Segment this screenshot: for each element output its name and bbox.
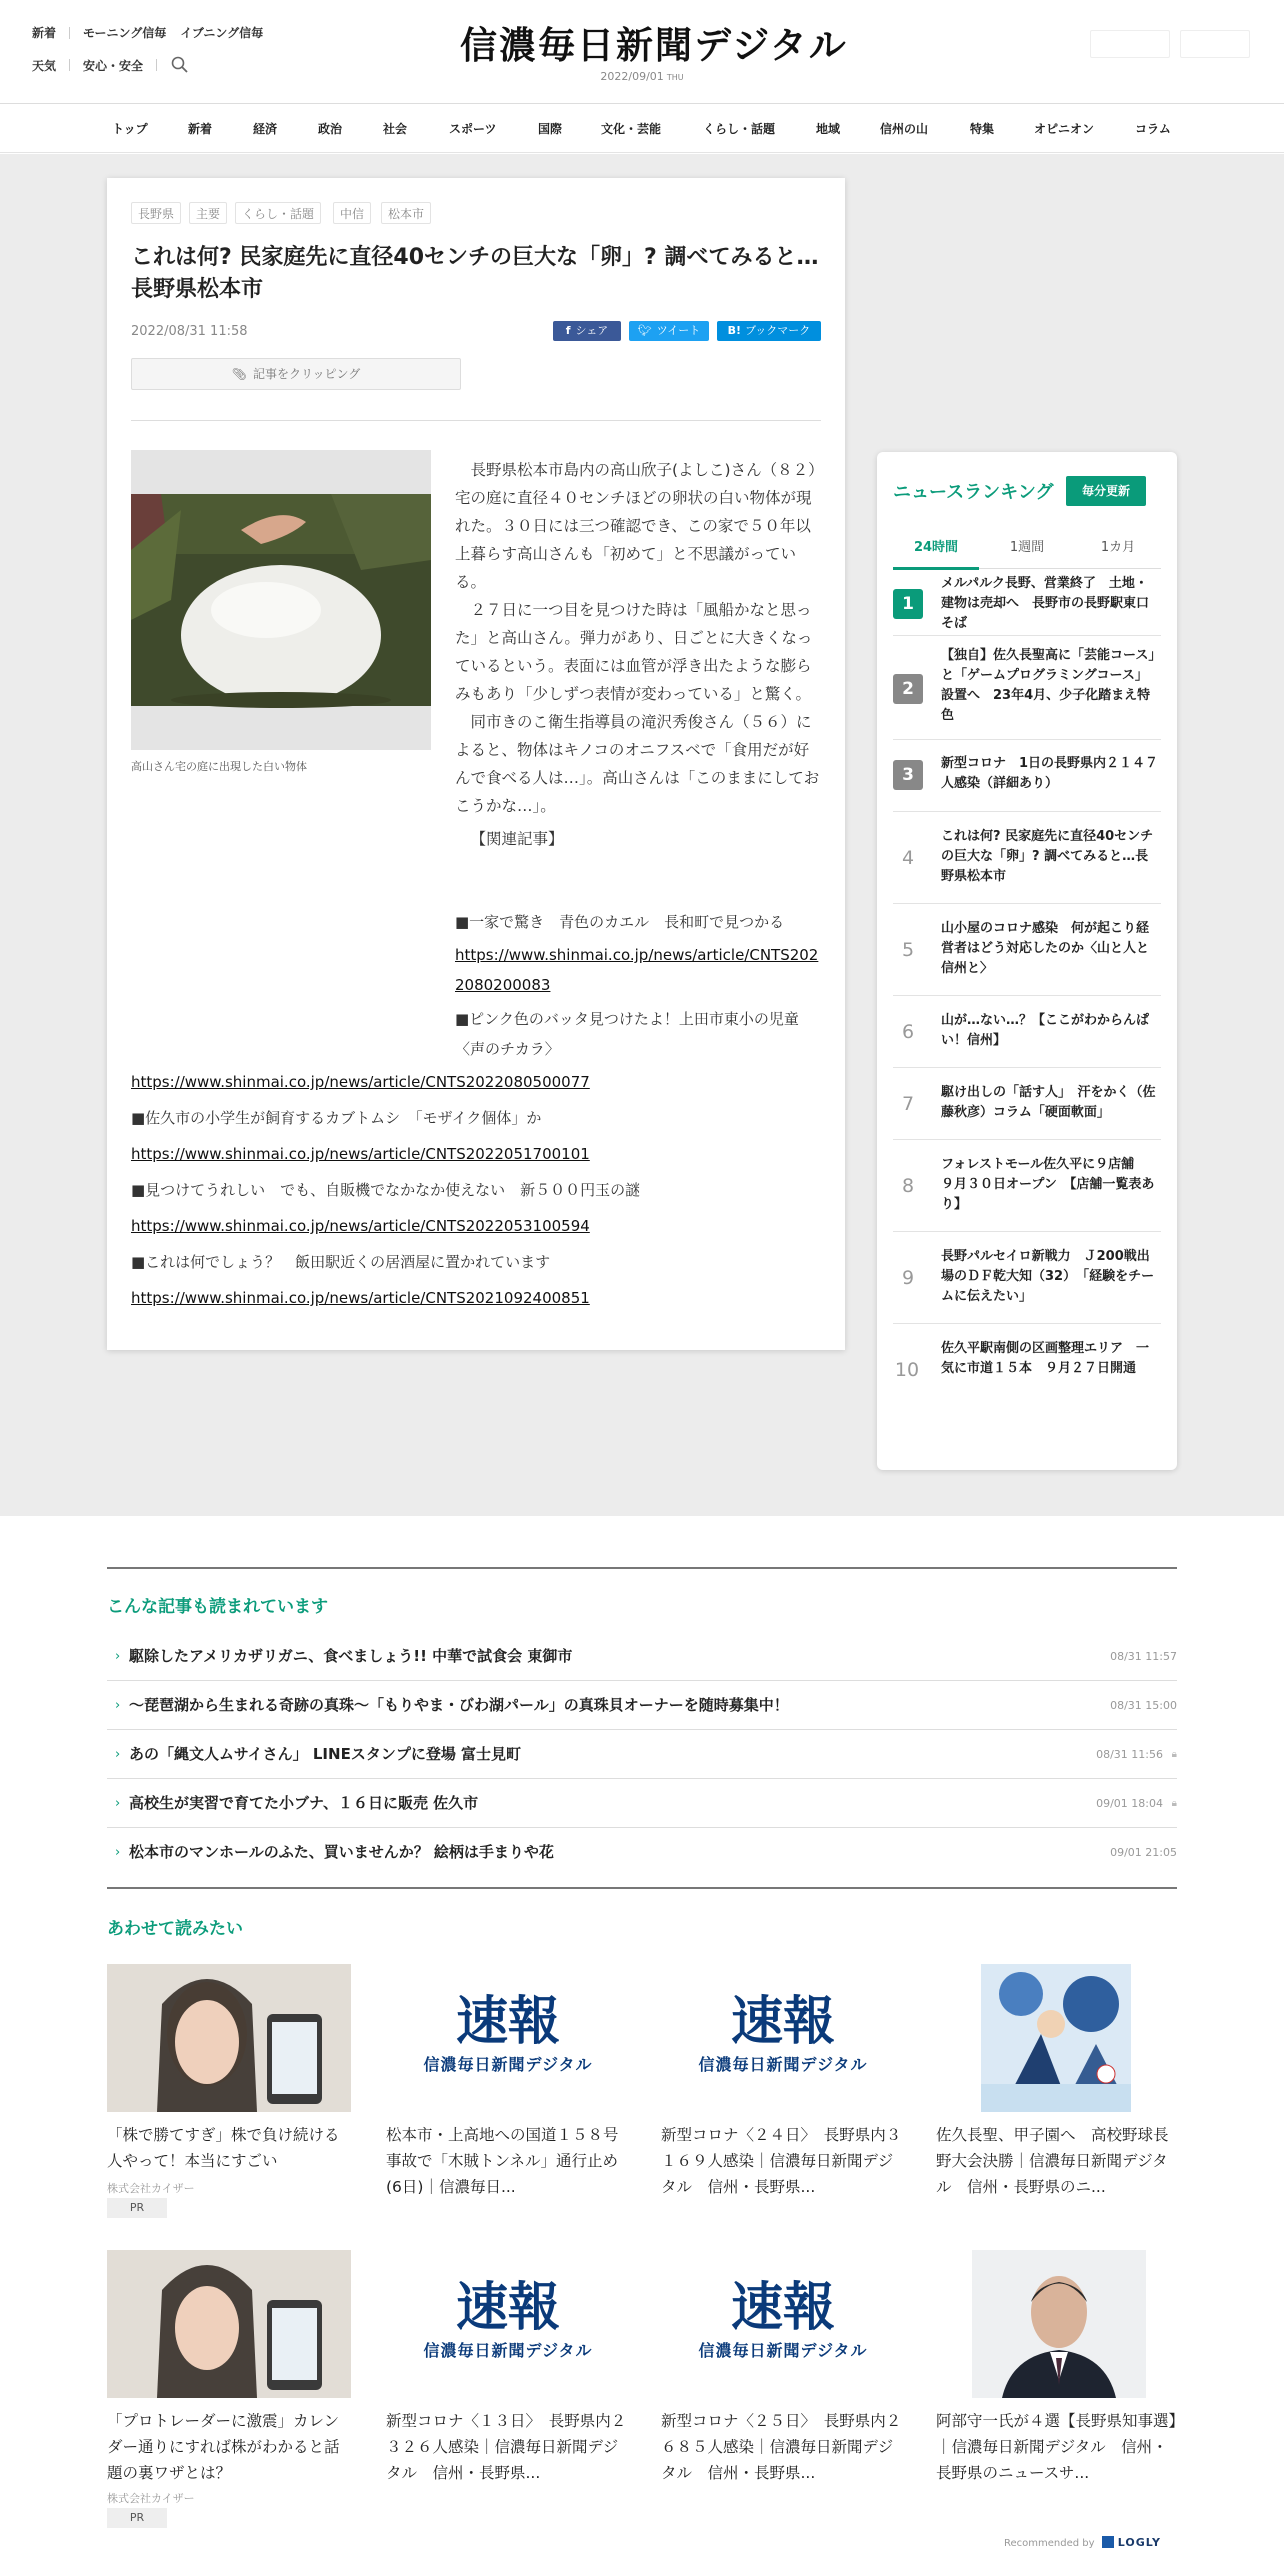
ranking-item-title: これは何? 民家庭先に直径40センチの巨大な「卵」? 調べてみると…長野県松本市 — [941, 829, 1154, 884]
recommended-by-label: Recommended by — [1004, 2538, 1095, 2549]
ranking-item[interactable] — [893, 1140, 1161, 1232]
hatena-bookmark-button[interactable] — [717, 321, 821, 341]
popular-item[interactable] — [107, 1730, 1177, 1779]
tab-24h[interactable]: 24時間 — [913, 540, 959, 555]
breaking-label: 速報 — [455, 1991, 560, 2052]
popular-item[interactable] — [107, 1681, 1177, 1730]
hatena-bookmark-label: ブックマーク — [745, 324, 811, 337]
ranking-item[interactable] — [893, 740, 1161, 812]
recommend-card-title[interactable]: 「株で勝てすぎ」株で負け続ける人やって！本当にすごい — [107, 2126, 340, 2170]
recommended-by[interactable] — [1004, 2536, 1161, 2549]
related-link[interactable] — [131, 1280, 590, 1316]
breaking-label: 速報 — [730, 1991, 835, 2052]
rank-number: 5 — [901, 939, 915, 961]
tag-chushin[interactable]: 中信 — [333, 202, 371, 224]
popular-heading: こんな記事も読まれています — [107, 1597, 328, 1617]
breaking-brand: 信濃毎日新聞デジタル — [423, 2055, 593, 2074]
hatena-icon: B! — [727, 324, 742, 337]
nav-item-feature[interactable]: 特集 — [970, 122, 995, 136]
header-ghost-button[interactable] — [1180, 30, 1250, 58]
ranking-item[interactable] — [893, 636, 1161, 740]
paperclip-icon: 📎︎ — [231, 367, 247, 381]
popular-item-date: 09/01 21:05 — [1110, 1846, 1177, 1859]
nav-item-society[interactable]: 社会 — [383, 122, 408, 136]
related-url[interactable]: https://www.shinmai.co.jp/news/article/CNTS2022080200083 — [455, 946, 819, 994]
tag-life[interactable]: くらし・話題 — [235, 202, 321, 224]
nav-item-politics[interactable]: 政治 — [318, 122, 343, 136]
breaking-news-thumbnail[interactable] — [661, 1964, 905, 2112]
baseball-thumbnail[interactable] — [981, 1964, 1131, 2112]
breaking-brand: 信濃毎日新聞デジタル — [698, 2055, 868, 2074]
ranking-item-title: フォレストモール佐久平に９店舗 ９月３０日オープン 【店舗一覧表あり】 — [941, 1157, 1155, 1212]
popular-item-date: 08/31 11:57 — [1110, 1650, 1177, 1663]
header-ghost-button[interactable] — [1090, 30, 1170, 58]
related-title: ■佐久市の小学生が飼育するカブトムシ 「モザイク個体」か — [131, 1109, 542, 1127]
related-title: ■これは何でしょう？ 飯田駅近くの居酒屋に置かれています — [131, 1253, 551, 1271]
article-paragraph: 同市きのこ衛生指導員の滝沢秀俊さん（５６）によると、物体はキノコのオニフスベで「食用だが好んで食べる人は…」。高山さんは「このままにしておこうかな…」。 — [455, 713, 820, 815]
ad-thumbnail[interactable] — [107, 2250, 351, 2398]
lock-icon: 🔒︎ — [1171, 1798, 1177, 1809]
section-divider — [107, 1567, 1177, 1569]
popular-item-title: 松本市のマンホールのふた、買いませんか？ 絵柄は手まりや花 — [129, 1843, 554, 1861]
sponsor-name: 株式会社カイザー — [107, 2492, 195, 2505]
nav-item-column[interactable]: コラム — [1135, 122, 1171, 136]
popular-item-title: 高校生が実習で育てた小ブナ、１６日に販売 佐久市 — [129, 1794, 479, 1812]
facebook-share-label: シェア — [575, 324, 609, 337]
recommend-card-title[interactable]: 新型コロナ〈１３日〉 長野県内２３２６人感染｜信濃毎日新聞デジタル 信州・長野県... — [386, 2412, 627, 2482]
related-link[interactable] — [131, 1136, 590, 1172]
chevron-right-icon: › — [115, 1747, 121, 1762]
category-nav — [0, 105, 1284, 153]
breaking-brand: 信濃毎日新聞デジタル — [698, 2341, 868, 2360]
rank-number: 1 — [893, 589, 923, 619]
date-text: 2022/09/01 — [600, 70, 664, 83]
ranking-item[interactable] — [893, 1232, 1161, 1324]
recommend-card-title[interactable]: 阿部守一氏が４選【長野県知事選】｜信濃毎日新聞デジタル 信州・長野県のニュースサ... — [936, 2412, 1177, 2482]
site-logo[interactable]: 信濃毎日新聞デジタル — [460, 23, 848, 67]
ranking-item-title: メルパルク長野、営業終了 土地・建物は売却へ 長野市の長野駅東口そば — [941, 576, 1150, 631]
recommend-card-title[interactable]: 新型コロナ〈２５日〉 長野県内２６８５人感染｜信濃毎日新聞デジタル 信州・長野県... — [661, 2412, 902, 2482]
article-card — [107, 178, 845, 1350]
article-paragraph: ２７日に一つ目を見つけた時は「風船かなと思った」と高山さん。弾力があり、日ごとに大きくなっているという。表面には血管が浮き出たような膨らみもあり「少しずつ表情が変わっている」と驚く。 — [455, 601, 813, 703]
article-paragraph: 長野県松本市島内の高山欣子(よしこ)さん（８２）宅の庭に直径４０センチほどの卵状の白い物体が現れた。３０日には三つ確認でき、この家で５０年以上暮らす高山さんも「初めて」と不思議がっている。 — [455, 461, 816, 591]
divider — [69, 27, 70, 39]
nav-item-region[interactable]: 地域 — [816, 122, 841, 136]
recommend-card-title[interactable]: 新型コロナ〈２４日〉 長野県内３１６９人感染｜信濃毎日新聞デジタル 信州・長野県... — [661, 2126, 902, 2196]
ranking-item[interactable] — [893, 904, 1161, 996]
breaking-news-thumbnail[interactable] — [661, 2250, 905, 2398]
rank-number: 10 — [894, 1359, 920, 1381]
chevron-right-icon: › — [115, 1845, 121, 1860]
logly-logo-icon — [1102, 2536, 1114, 2548]
related-url[interactable]: https://www.shinmai.co.jp/news/article/CNTS2022051700101 — [131, 1145, 590, 1163]
header-date — [520, 70, 764, 83]
nav-item-new[interactable]: 新着 — [188, 122, 213, 136]
ranking-item-title: 山が…ない…？【ここがわからんぱい！信州】 — [941, 1013, 1150, 1048]
related-link[interactable] — [455, 940, 821, 1000]
ranking-item[interactable] — [893, 996, 1161, 1068]
search-icon[interactable] — [170, 55, 190, 75]
ranking-item-title: 【独自】佐久長聖高に「芸能コース」と「ゲームプログラミングコース」設置へ 23年4月、少子化踏まえ特色 — [941, 648, 1155, 723]
tag-main[interactable]: 主要 — [189, 202, 227, 224]
popular-item[interactable] — [107, 1632, 1177, 1681]
article-body-wrapped — [455, 456, 821, 853]
nav-item-top[interactable]: トップ — [112, 122, 148, 136]
photo-caption: 高山さん宅の庭に出現した白い物体 — [131, 760, 307, 773]
popular-item[interactable] — [107, 1779, 1177, 1828]
breaking-news-thumbnail[interactable] — [386, 1964, 630, 2112]
popular-item[interactable] — [107, 1828, 1177, 1877]
related-url[interactable]: https://www.shinmai.co.jp/news/article/CNTS2022053100594 — [131, 1217, 590, 1235]
site-header — [0, 0, 1284, 104]
recommend-card-title[interactable]: 佐久長聖、甲子園へ 高校野球長野大会決勝｜信濃毎日新聞デジタル 信州・長野県のニ... — [936, 2126, 1169, 2196]
rank-number: 2 — [893, 674, 923, 704]
section-divider — [107, 1887, 1177, 1889]
rank-number: 3 — [893, 760, 923, 790]
divider — [69, 59, 70, 71]
chevron-right-icon: › — [115, 1649, 121, 1664]
article-photo[interactable] — [131, 450, 431, 750]
nav-item-international[interactable]: 国際 — [538, 122, 563, 136]
ranking-item-title: 山小屋のコロナ感染 何が起こり経営者はどう対応したのか〈山と人と信州と〉 — [941, 921, 1150, 976]
ranking-item[interactable] — [893, 812, 1161, 904]
breaking-label: 速報 — [730, 2277, 835, 2338]
nav-item-life[interactable]: くらし・話題 — [703, 122, 776, 136]
popular-item-title: あの「縄文人ムサイさん」 LINEスタンプに登場 富士見町 — [129, 1745, 522, 1763]
twitter-icon: 🐦︎ — [637, 324, 652, 337]
related-title: ■一家で驚き 青色のカエル 長和町で見つかる — [455, 913, 785, 931]
related-title: ■ピンク色のバッタ見つけたよ！上田市東小の児童〈声のチカラ〉 — [455, 1010, 799, 1058]
nav-item-culture[interactable]: 文化・芸能 — [601, 122, 662, 136]
breaking-label: 速報 — [455, 2277, 560, 2338]
ranking-item-title: 長野パルセイロ新戦力 Ｊ200戦出場のＤＦ乾大知（32） 「経験をチームに伝えたい」 — [941, 1249, 1155, 1304]
recommend-card-title[interactable]: 「プロトレーダーに激震」カレンダー通りにすれば株がわかると話題の裏ワザとは？ — [107, 2412, 340, 2482]
ranking-item[interactable] — [893, 1068, 1161, 1140]
tag-matsumoto[interactable]: 松本市 — [381, 202, 431, 224]
twitter-share-button[interactable] — [629, 321, 709, 341]
related-heading: 【関連記事】 — [470, 830, 564, 848]
tag-nagano[interactable]: 長野県 — [131, 202, 181, 224]
portrait-thumbnail[interactable] — [972, 2250, 1146, 2398]
rank-number: 4 — [901, 847, 915, 869]
active-tab-indicator — [893, 567, 979, 570]
related-url[interactable]: https://www.shinmai.co.jp/news/article/CNTS2021092400851 — [131, 1289, 590, 1307]
link-weather[interactable]: 天気 — [32, 58, 57, 73]
popular-item-title: ～琵琶湖から生まれる奇跡の真珠～「もりやま・びわ湖パール」の真珠貝オーナーを随時募集中！ — [129, 1696, 789, 1714]
ranking-item-title: 新型コロナ 1日の長野県内２１４７人感染（詳細あり） — [941, 756, 1159, 791]
breaking-brand: 信濃毎日新聞デジタル — [423, 2341, 593, 2360]
twitter-share-label: ツイート — [656, 324, 701, 337]
lock-icon: 🔒︎ — [1171, 1749, 1177, 1760]
breaking-news-thumbnail[interactable] — [386, 2250, 630, 2398]
popular-item-date: 08/31 15:00 — [1110, 1699, 1177, 1712]
clip-label: 記事をクリッピング — [252, 367, 361, 381]
header-links-row1 — [32, 24, 263, 41]
related-title: ■見つけてうれしい でも、自販機でなかなか使えない 新５００円玉の謎 — [131, 1181, 641, 1199]
nav-item-economy[interactable]: 経済 — [253, 122, 278, 136]
chevron-right-icon: › — [115, 1796, 121, 1811]
logly-label: LOGLY — [1117, 2536, 1161, 2549]
rank-number: 8 — [901, 1175, 915, 1197]
nav-item-opinion[interactable]: オピニオン — [1034, 122, 1095, 136]
link-evening[interactable]: イブニング信毎 — [180, 26, 264, 40]
ranking-item-title: 駆け出しの「話す人」 汗をかく（佐藤秋彦）コラム「硬面軟面」 — [941, 1085, 1156, 1120]
nav-item-sports[interactable]: スポーツ — [449, 122, 497, 136]
chevron-right-icon: › — [115, 1698, 121, 1713]
weekday: THU — [666, 73, 684, 82]
ranking-item-title: 佐久平駅南側の区画整理エリア 一気に市道１５本 ９月２７日開通 — [941, 1341, 1150, 1376]
nav-item-mountain[interactable]: 信州の山 — [880, 122, 929, 136]
news-ranking — [877, 452, 1177, 1470]
header-links-row2 — [32, 55, 190, 75]
divider — [131, 420, 821, 421]
ranking-item[interactable] — [893, 572, 1161, 636]
link-new[interactable]: 新着 — [32, 26, 57, 40]
pr-badge: PR — [107, 2508, 167, 2528]
popular-item-title: 駆除したアメリカザリガニ、食べましょう!! 中華で試食会 東御市 — [129, 1647, 573, 1665]
link-morning[interactable]: モーニング信毎 — [83, 26, 167, 40]
recommend-heading: あわせて読みたい — [107, 1919, 243, 1939]
popular-item-date: 09/01 18:04 — [1096, 1797, 1163, 1810]
tab-1month[interactable]: 1カ月 — [1100, 540, 1136, 555]
ranking-title: ニュースランキング — [893, 482, 1054, 503]
clip-article-button[interactable] — [131, 358, 461, 390]
facebook-share-button[interactable] — [553, 321, 621, 341]
facebook-icon: f — [565, 324, 571, 337]
popular-item-date: 08/31 11:56 — [1096, 1748, 1163, 1761]
ranking-update-badge: 毎分更新 — [1066, 476, 1146, 506]
related-link[interactable] — [131, 1064, 590, 1100]
tab-1week[interactable]: 1週間 — [1009, 540, 1045, 555]
divider — [156, 59, 157, 71]
rank-number: 7 — [901, 1093, 915, 1115]
ad-thumbnail[interactable] — [107, 1964, 351, 2112]
link-safety[interactable]: 安心・安全 — [83, 58, 144, 73]
related-url[interactable]: https://www.shinmai.co.jp/news/article/CNTS2022080500077 — [131, 1073, 590, 1091]
sponsor-name: 株式会社カイザー — [107, 2182, 195, 2195]
article-title: これは何? 民家庭先に直径40センチの巨大な「卵」? 調べてみると…長野県松本市 — [131, 245, 819, 302]
ranking-item[interactable] — [893, 1324, 1161, 1416]
rank-number: 9 — [901, 1267, 915, 1289]
article-date: 2022/08/31 11:58 — [131, 324, 248, 339]
rank-number: 6 — [901, 1021, 915, 1043]
pr-badge: PR — [107, 2198, 167, 2218]
recommend-card-title[interactable]: 松本市・上高地への国道１５８号 事故で「木賊トンネル」通行止め(6日)｜信濃毎日... — [386, 2126, 635, 2196]
related-link[interactable] — [131, 1208, 590, 1244]
